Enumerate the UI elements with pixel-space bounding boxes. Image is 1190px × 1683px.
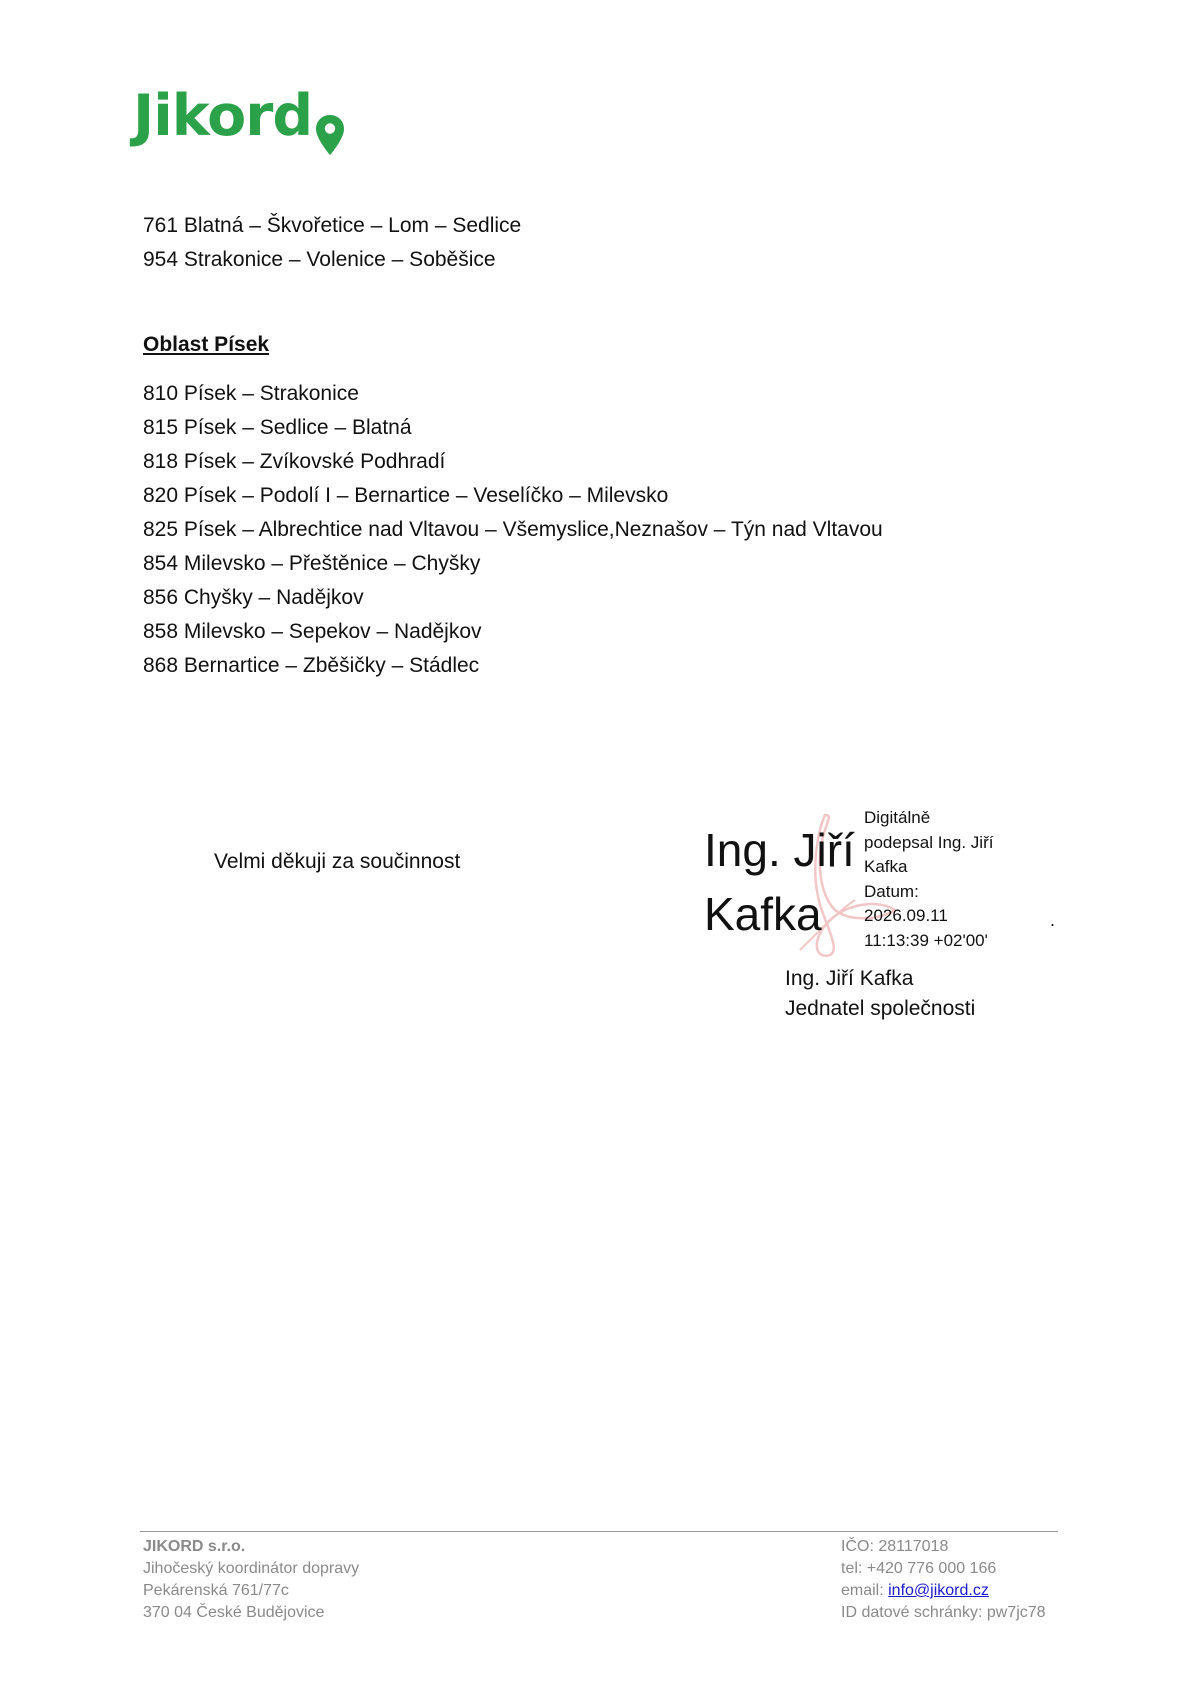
footer-city: 370 04 České Budějovice [143, 1604, 325, 1621]
bus-line-item: 868 Bernartice – Zběšičky – Stádlec [143, 654, 480, 677]
bus-line-item: 820 Písek – Podolí I – Bernartice – Veselíčko – Milevsko [143, 484, 669, 507]
footer-email-row [841, 1580, 1046, 1602]
footer-ico: IČO: 28117018 [841, 1538, 949, 1555]
footer-data-box: ID datové schránky: pw7jc78 [841, 1604, 1046, 1621]
bus-line-item: 825 Písek – Albrechtice nad Vltavou – Všemyslice,Neznašov – Týn nad Vltavou [143, 518, 883, 541]
signer-block [785, 964, 975, 1024]
signature-detail-line: Digitálně [864, 808, 931, 827]
signature-detail-line: 2026.09.11 [864, 906, 948, 925]
digital-signature-block [700, 806, 1060, 966]
signer-name: Ing. Jiří Kafka [785, 967, 914, 990]
footer-email-label: email: [841, 1582, 889, 1599]
signature-name-large [704, 818, 855, 946]
bus-line-item: 815 Písek – Sedlice – Blatná [143, 416, 412, 439]
signer-title: Jednatel společnosti [785, 997, 976, 1020]
bus-line-item: 856 Chyšky – Nadějkov [143, 586, 364, 609]
closing-text: Velmi děkuji za součinnost [214, 850, 461, 873]
footer-divider [140, 1531, 1058, 1532]
footer-contact-info [841, 1536, 1046, 1624]
bus-line-list-top [143, 209, 521, 277]
bus-line-item: 761 Blatná – Škvořetice – Lom – Sedlice [143, 214, 522, 237]
bus-line-item: 810 Písek – Strakonice [143, 382, 359, 405]
footer-company-name: JIKORD s.r.o. [143, 1538, 246, 1555]
signature-name-line: Ing. Jiří [704, 824, 855, 876]
signature-detail-line: podepsal Ing. Jiří [864, 832, 994, 852]
signature-detail-line: 11:13:39 +02'00' [864, 930, 988, 950]
bus-line-item: 858 Milevsko – Sepekov – Nadějkov [143, 620, 482, 643]
footer-company-description: Jihočeský koordinátor dopravy [143, 1560, 360, 1577]
company-logo [133, 78, 345, 168]
signature-name-line: Kafka [704, 888, 822, 940]
signature-trailing-mark: . [1050, 910, 1056, 930]
logo-text: Jikord [133, 83, 313, 149]
footer-street: Pekárenská 761/77c [143, 1582, 289, 1599]
location-pin-icon [315, 114, 345, 156]
bus-line-item: 954 Strakonice – Volenice – Soběšice [143, 248, 496, 271]
section-heading-pisek: Oblast Písek [143, 333, 270, 356]
footer-phone: tel: +420 776 000 166 [841, 1560, 997, 1577]
signature-detail-line: Kafka [864, 857, 908, 876]
bus-line-item: 818 Písek – Zvíkovské Podhradí [143, 450, 446, 473]
signature-details [864, 806, 993, 953]
bus-line-list-pisek [143, 377, 883, 683]
signature-detail-line: Datum: [864, 881, 919, 901]
footer-company-info [143, 1536, 359, 1624]
bus-line-item: 854 Milevsko – Přeštěnice – Chyšky [143, 552, 481, 575]
footer-email-link[interactable]: info@jikord.cz [888, 1582, 989, 1599]
